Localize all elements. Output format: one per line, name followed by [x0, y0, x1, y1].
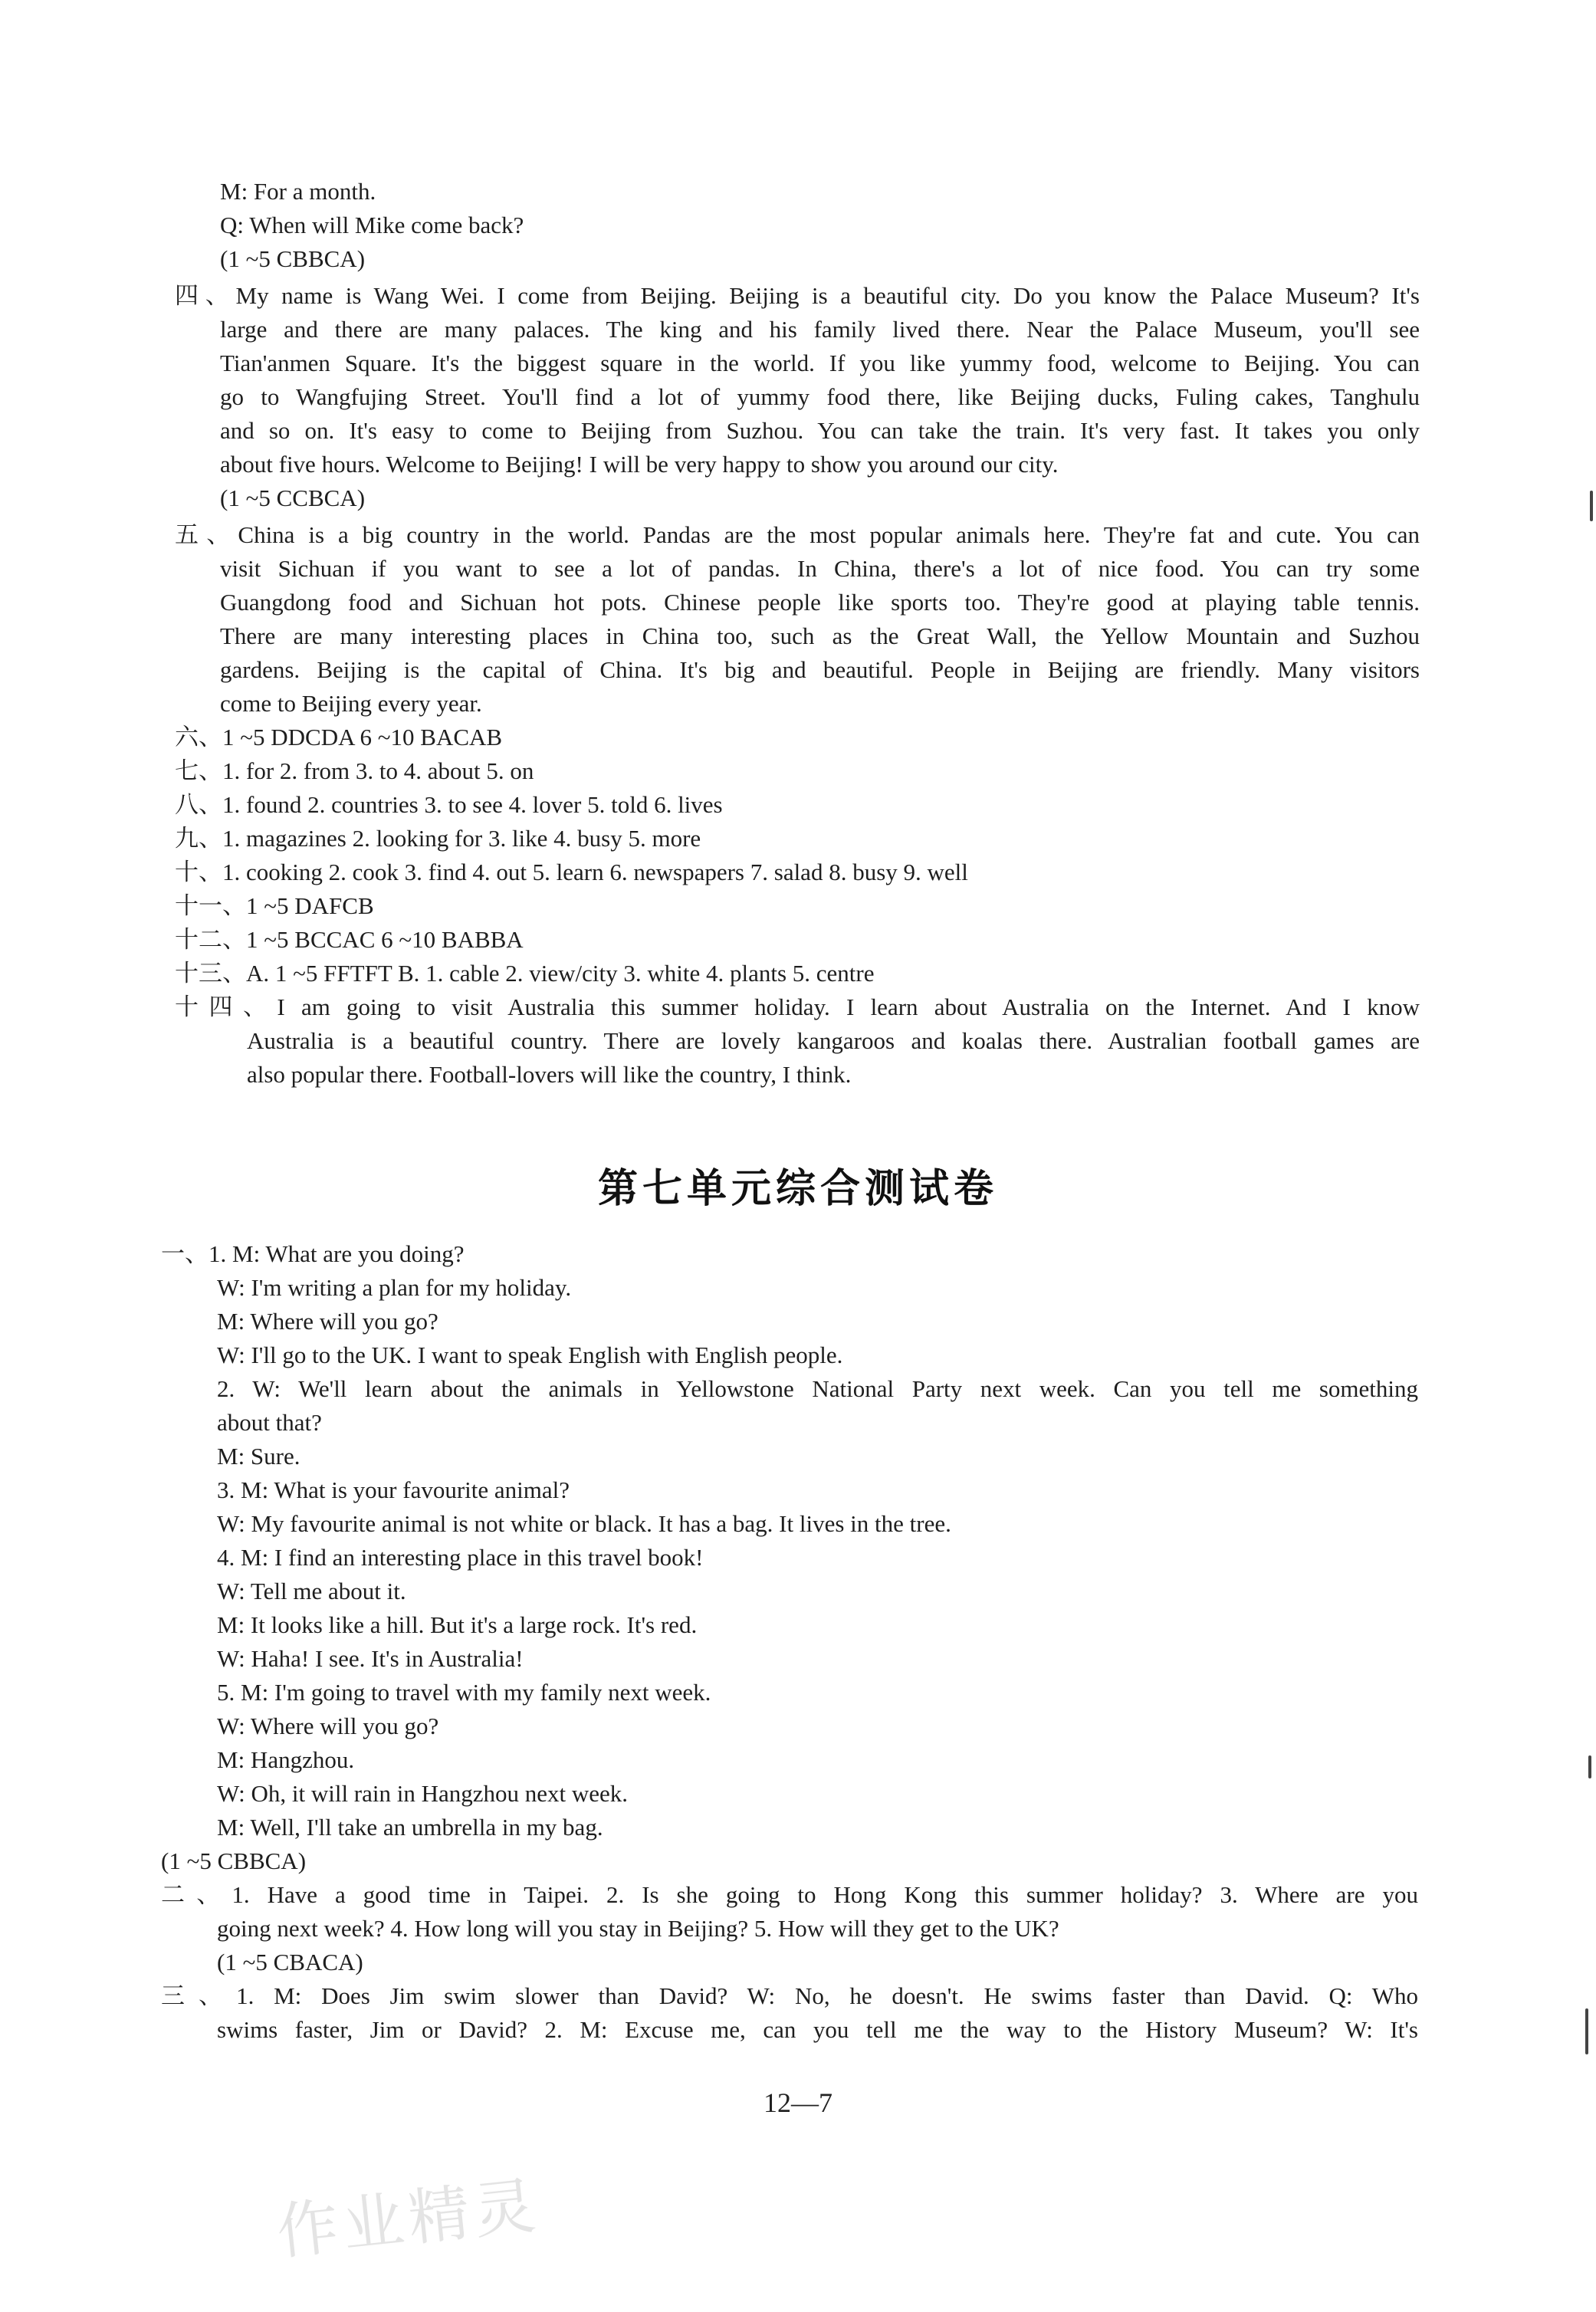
- text-line: visit Sichuan if you want to see a lot of pandas. In China, there's a lot of nice food. You can try some: [220, 555, 1420, 582]
- text-line: going next week? 4. How long will you stay in Beijing? 5. How will they get to the UK?: [217, 1915, 1059, 1942]
- text-line: Australia is a beautiful country. There are lovely kangaroos and koalas there. Australian football games are: [247, 1027, 1420, 1054]
- text-line: W: Where will you go?: [217, 1713, 439, 1739]
- text-line: large and there are many palaces. The king and his family lived there. Near the Palace Museum, you'll see: [220, 316, 1420, 343]
- text-line: W: My favourite animal is not white or black. It has a bag. It lives in the tree.: [217, 1510, 951, 1537]
- edge-mark: [1585, 2008, 1588, 2054]
- text-line: 八、1. found 2. countries 3. to see 4. lover 5. told 6. lives: [175, 791, 723, 818]
- text-line: (1 ~5 CBACA): [217, 1949, 363, 1975]
- text-line: M: For a month.: [220, 178, 376, 205]
- text-line: 4. M: I find an interesting place in this travel book!: [217, 1544, 704, 1571]
- text-line: 九、1. magazines 2. looking for 3. like 4. busy 5. more: [175, 825, 701, 852]
- text-line: swims faster, Jim or David? 2. M: Excuse me, can you tell me the way to the History Museum? W: It's: [217, 2016, 1418, 2043]
- text-line: and so on. It's easy to come to Beijing from Suzhou. You can take the train. It's very fast. It takes you only: [220, 417, 1420, 444]
- text-line: about that?: [217, 1409, 322, 1436]
- text-line: M: Where will you go?: [217, 1308, 438, 1335]
- text-line: 5. M: I'm going to travel with my family next week.: [217, 1679, 711, 1706]
- text-line: M: Sure.: [217, 1443, 300, 1470]
- text-line: Q: When will Mike come back?: [220, 212, 524, 238]
- text-line: W: I'm writing a plan for my holiday.: [217, 1274, 572, 1301]
- text-line: (1 ~5 CBBCA): [220, 245, 366, 272]
- text-line: Guangdong food and Sichuan hot pots. Chinese people like sports too. They're good at playing table tennis.: [220, 589, 1420, 616]
- text-line: come to Beijing every year.: [220, 690, 482, 717]
- text-line: 十、1. cooking 2. cook 3. find 4. out 5. learn 6. newspapers 7. salad 8. busy 9. well: [175, 859, 968, 885]
- text-line: about five hours. Welcome to Beijing! I will be very happy to show you around our city.: [220, 451, 1059, 478]
- text-line: W: Haha! I see. It's in Australia!: [217, 1645, 524, 1672]
- text-line: 四、My name is Wang Wei. I come from Beijing. Beijing is a beautiful city. Do you know the Palace Museum? It's: [175, 282, 1420, 309]
- text-line: 一、1. M: What are you doing?: [161, 1240, 465, 1267]
- text-line: There are many interesting places in China too, such as the Great Wall, the Yellow Mountain and Suzhou: [220, 622, 1420, 649]
- page-number: 12—7: [764, 2087, 832, 2118]
- text-line: 十一、1 ~5 DAFCB: [175, 892, 374, 919]
- text-line: 六、1 ~5 DDCDA 6 ~10 BACAB: [175, 724, 503, 750]
- text-line: W: I'll go to the UK. I want to speak English with English people.: [217, 1342, 843, 1368]
- watermark-logo: 作业精灵: [273, 2169, 543, 2268]
- edge-mark: [1590, 491, 1593, 521]
- text-line: 二、1. Have a good time in Taipei. 2. Is she going to Hong Kong this summer holiday? 3. Where are you: [161, 1881, 1418, 1908]
- text-line: 五、China is a big country in the world. Pandas are the most popular animals here. They're fat and cute. You can: [175, 521, 1420, 548]
- text-line: (1 ~5 CBBCA): [161, 1847, 307, 1874]
- text-line: 三、1. M: Does Jim swim slower than David? W: No, he doesn't. He swims faster than David. Q: Who: [161, 1982, 1418, 2009]
- text-line: W: Oh, it will rain in Hangzhou next week.: [217, 1780, 629, 1807]
- section-title: 第七单元综合测试卷: [597, 1165, 998, 1212]
- text-line: gardens. Beijing is the capital of China. It's big and beautiful. People in Beijing are friendly. Many visitors: [220, 656, 1420, 683]
- text-line: 3. M: What is your favourite animal?: [217, 1476, 570, 1503]
- text-line: 十三、A. 1 ~5 FFTFT B. 1. cable 2. view/city 3. white 4. plants 5. centre: [175, 960, 875, 987]
- text-line: 十四、I am going to visit Australia this summer holiday. I learn about Australia on the Internet. And I know: [175, 993, 1420, 1020]
- text-line: M: Well, I'll take an umbrella in my bag.: [217, 1814, 603, 1841]
- text-line: go to Wangfujing Street. You'll find a lot of yummy food there, like Beijing ducks, Fuling cakes, Tanghulu: [220, 383, 1420, 410]
- text-line: (1 ~5 CCBCA): [220, 484, 366, 511]
- text-line: also popular there. Football-lovers will like the country, I think.: [247, 1061, 852, 1088]
- edge-mark: [1588, 1755, 1591, 1778]
- text-line: 2. W: We'll learn about the animals in Yellowstone National Party next week. Can you tell me something: [217, 1375, 1418, 1402]
- text-line: M: Hangzhou.: [217, 1746, 355, 1773]
- text-line: 十二、1 ~5 BCCAC 6 ~10 BABBA: [175, 926, 524, 953]
- text-line: Tian'anmen Square. It's the biggest square in the world. If you like yummy food, welcome to Beijing. You can: [220, 350, 1420, 376]
- text-line: W: Tell me about it.: [217, 1578, 406, 1604]
- text-line: M: It looks like a hill. But it's a large rock. It's red.: [217, 1611, 698, 1638]
- text-line: 七、1. for 2. from 3. to 4. about 5. on: [175, 757, 534, 784]
